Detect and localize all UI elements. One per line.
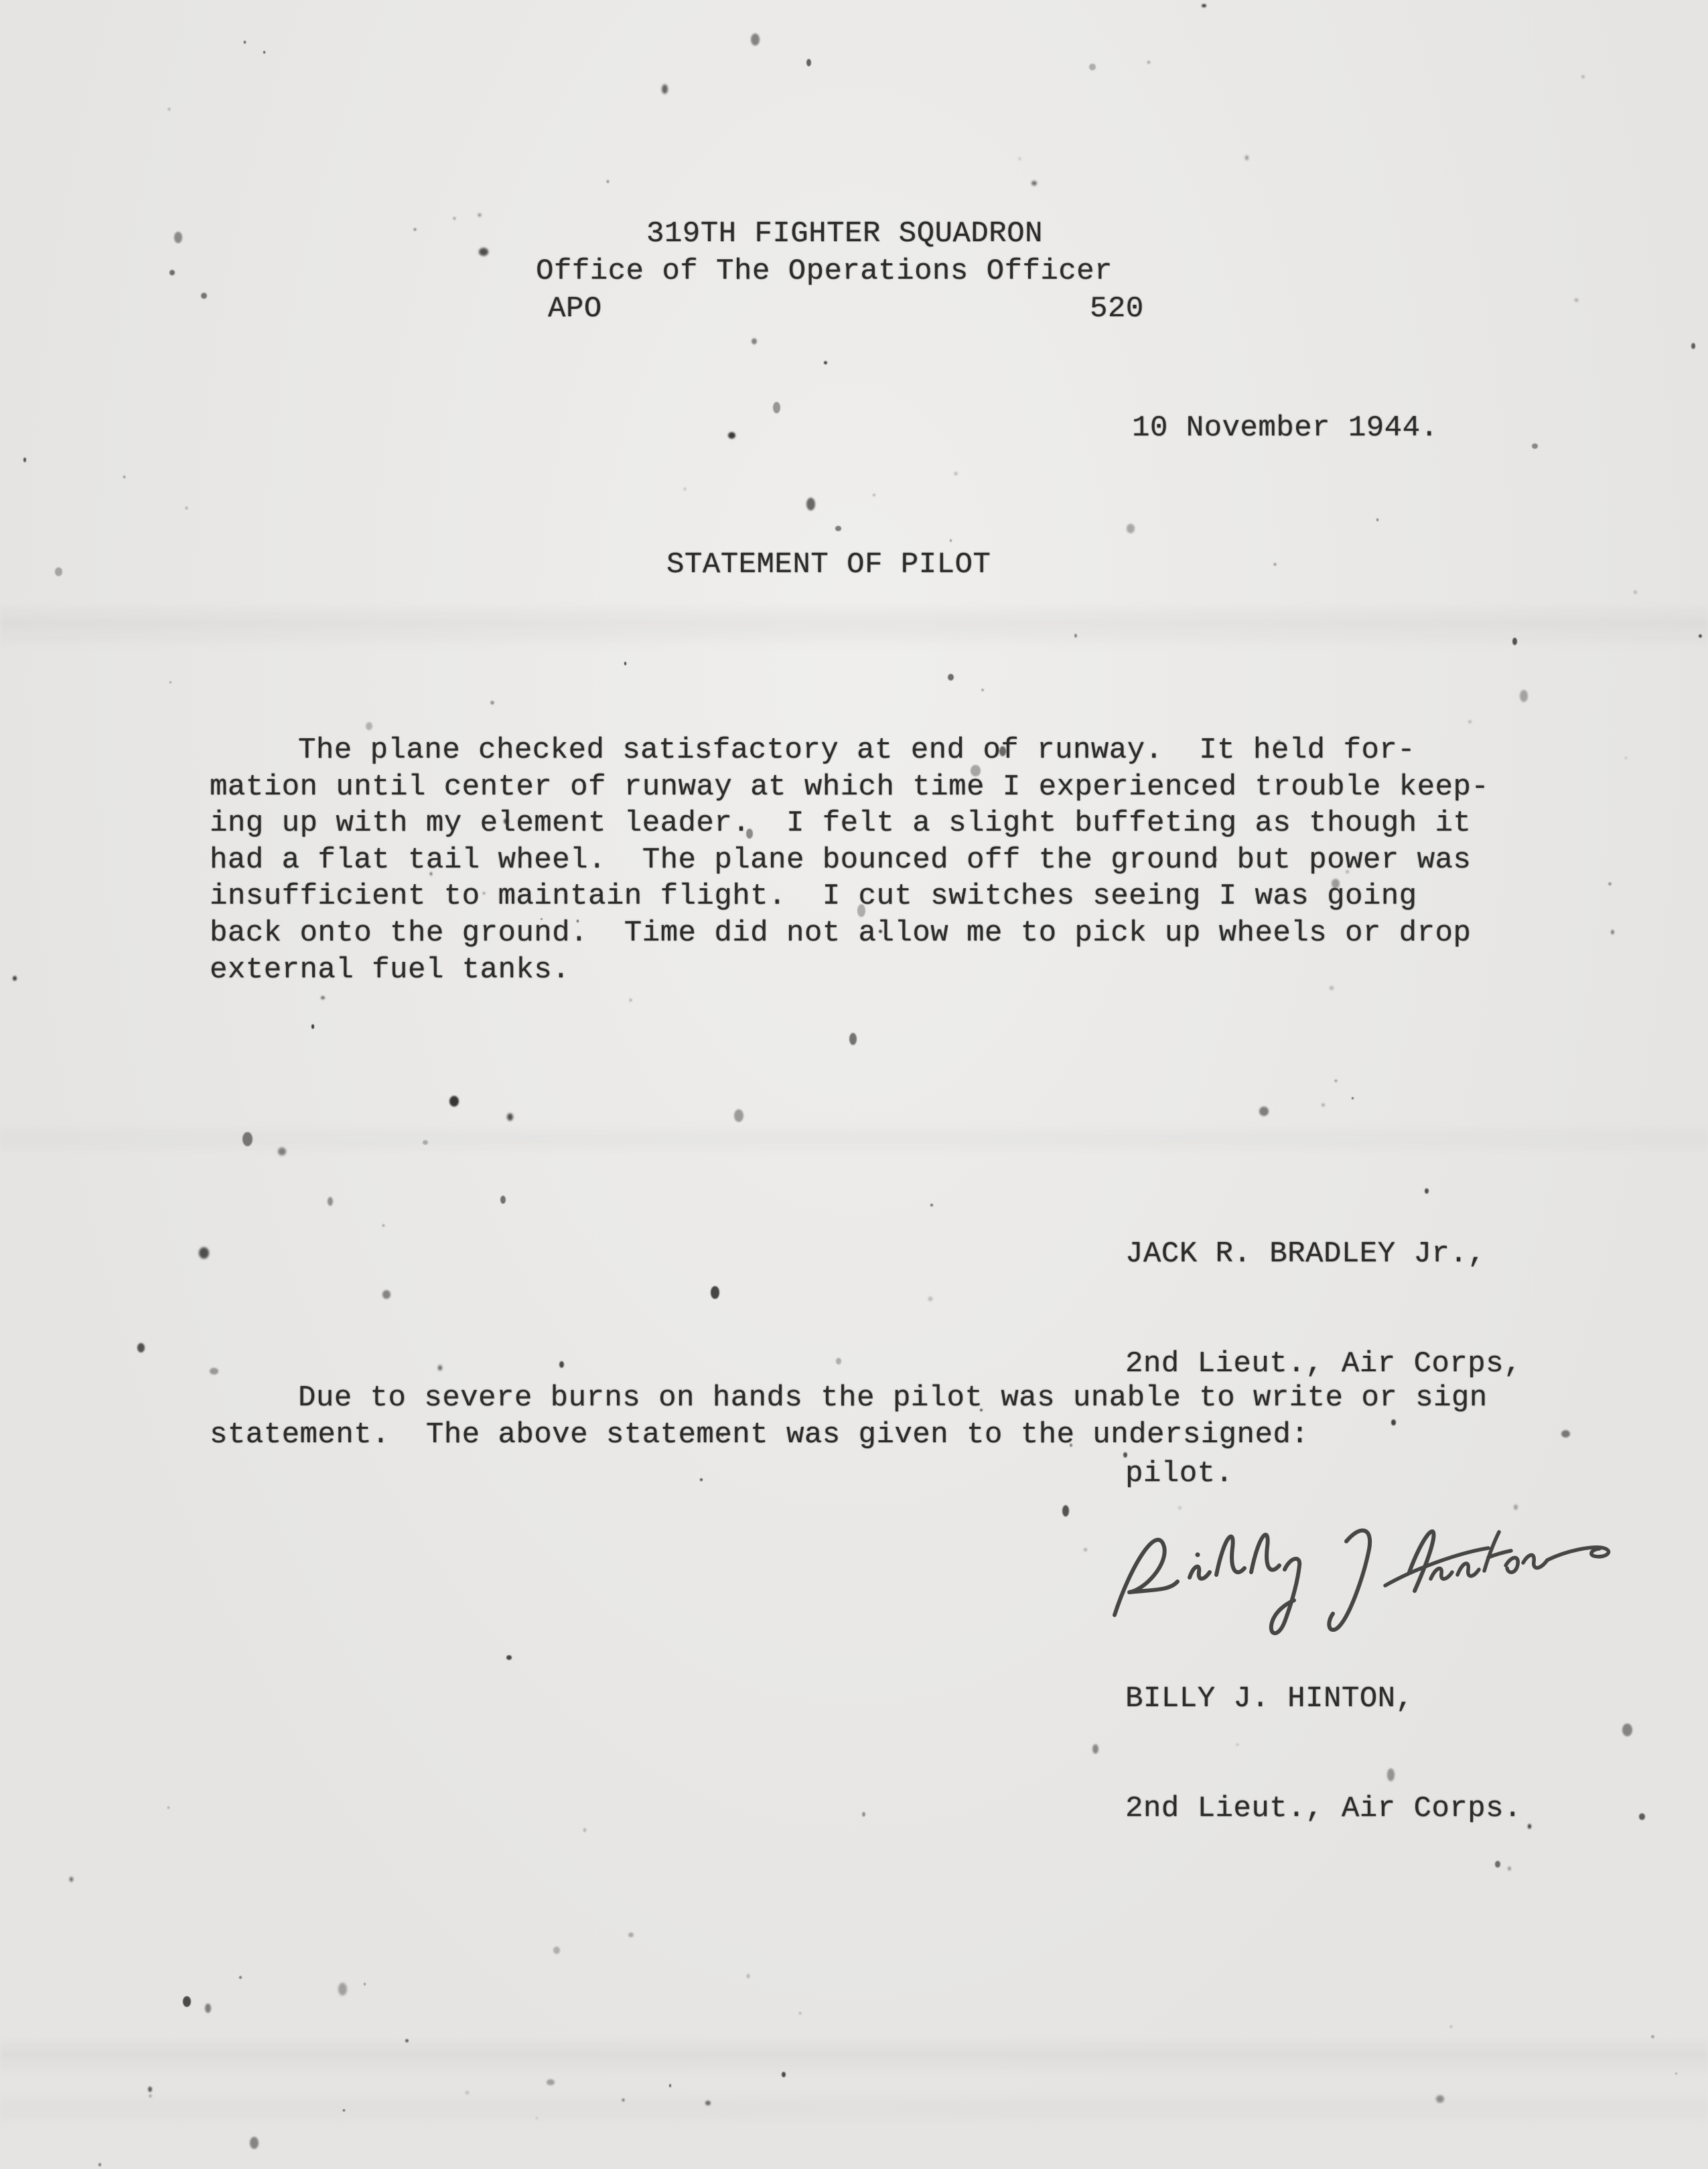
letterhead-unit: 319TH FIGHTER SQUADRON [646,217,1043,251]
speckle [168,108,170,111]
speckle [278,1147,286,1156]
speckle [13,976,17,981]
speckle [734,1109,743,1122]
speckle [479,248,488,256]
speckle [364,1983,366,1985]
speckle [343,2109,345,2111]
speckle [981,689,984,691]
witness-name: BILLY J. HINTON, [1125,1682,1414,1716]
speckle [824,361,827,364]
speckle [930,1204,933,1206]
speckle [423,1140,428,1145]
scan-artifact-band [0,2036,1708,2077]
speckle [321,996,325,999]
speckle [950,539,952,542]
speckle [366,722,372,730]
speckle [1575,299,1578,301]
speckle [700,1478,703,1481]
speckle [1608,882,1612,886]
speckle [954,472,957,475]
speckle [862,1812,865,1817]
speckle [148,2087,152,2092]
speckle [799,2012,801,2014]
pilot-rank: 2nd Lieut., Air Corps, [1125,1346,1522,1381]
speckle [1352,1097,1354,1099]
speckle [23,458,26,462]
statement-line: insufficient to maintain flight. I cut switches seeing I was going [210,880,1417,914]
speckle [449,1096,459,1107]
speckle [199,1247,209,1259]
speckle [500,1196,506,1204]
speckle [250,2137,259,2149]
speckle [1520,690,1528,702]
speckle [414,228,416,230]
speckle [782,2072,786,2077]
speckle [239,1976,242,1979]
speckle [1561,1430,1570,1438]
speckle [55,567,62,576]
speckle [583,1828,586,1832]
speckle [466,2091,469,2094]
speckle [70,1877,73,1882]
speckle [1089,64,1096,70]
statement-line: mation until center of runway at which time I experienced trouble keep- [210,770,1490,804]
speckle [1625,757,1627,759]
witness-signature-block [1125,1608,1522,1900]
speckle [169,681,171,683]
scan-artifact-band [0,1122,1708,1156]
speckle [1611,930,1614,934]
speckle [1074,634,1077,638]
speckle [169,270,175,275]
speckle [311,1024,314,1029]
letterhead-apo-number: 520 [1090,292,1144,326]
speckle [1699,634,1702,638]
speckle [1622,1724,1632,1736]
speckle [263,51,265,54]
speckle [669,2084,671,2087]
speckle [751,33,760,46]
speckle [622,2099,624,2101]
speckle [1469,721,1471,723]
speckle [684,488,686,490]
speckle [1202,4,1206,7]
letterhead-apo-label: APO [548,292,602,326]
document-title: STATEMENT OF PILOT [666,548,991,581]
letterhead-office: Office of The Operations Officer [536,255,1113,288]
speckle [167,1807,169,1809]
speckle [1691,343,1695,349]
speckle [1031,181,1037,186]
speckle [547,2079,555,2085]
speckle [835,526,841,531]
speckle [1450,2026,1452,2028]
speckle [478,214,481,216]
speckle [453,217,455,220]
speckle [1512,638,1517,645]
speckle [183,1996,191,2007]
speckle [242,1132,253,1146]
pilot-name: JACK R. BRADLEY Jr., [1125,1237,1486,1271]
speckle [628,1933,634,1937]
witness-note-line: statement. The above statement was given to the undersigned: [210,1417,1309,1452]
speckle [382,1225,384,1227]
speckle [438,1365,442,1371]
speckle [1639,1813,1645,1820]
speckle [507,1113,513,1121]
speckle [630,999,632,1001]
speckle [607,180,609,183]
speckle [1532,443,1538,449]
speckle [210,1368,218,1375]
speckle [536,2117,538,2119]
document-date: 10 November 1944. [1132,411,1439,445]
speckle [1675,2073,1677,2075]
speckle [137,1343,145,1352]
speckle [1376,518,1378,521]
speckle [205,2004,211,2013]
speckle [773,402,780,413]
speckle [849,1033,857,1045]
statement-line: external fuel tanks. [210,953,571,987]
speckle [1322,1104,1324,1106]
speckle [506,1655,512,1660]
speckle [1528,1824,1531,1829]
speckle [338,1983,347,1996]
speckle [98,2163,101,2166]
speckle [1084,1549,1086,1551]
speckle [123,476,125,478]
speckle [948,674,954,681]
speckle [1436,2095,1444,2103]
speckle [928,1297,932,1301]
speckle [490,701,494,705]
speckle [201,293,207,299]
speckle [559,1361,564,1368]
pilot-role: pilot. [1125,1456,1234,1490]
speckle [1259,1107,1269,1116]
speckle [1019,157,1021,160]
speckle [553,1947,560,1954]
witness-note-line: Due to severe burns on hands the pilot was unable to write or sign [298,1381,1488,1415]
speckle [1651,2035,1654,2038]
speckle [1582,76,1584,78]
speckle [1092,1744,1098,1754]
speckle [1147,61,1150,64]
speckle [752,338,757,344]
speckle [382,1290,390,1299]
scan-artifact-band [0,2090,1708,2127]
witness-rank: 2nd Lieut., Air Corps. [1125,1791,1522,1825]
witness-note-paragraph [210,1380,1522,1453]
speckle [1127,524,1135,533]
speckle [405,2039,409,2042]
speckle [1274,563,1276,565]
speckle [174,232,182,243]
speckle [806,498,815,510]
statement-line: ing up with my element leader. I felt a slight buffeting as though it [210,807,1472,841]
speckle [1634,591,1636,593]
speckle [747,1974,750,1978]
speckle [873,494,875,496]
statement-line: had a flat tail wheel. The plane bounced off the ground but power was [210,843,1472,877]
speckle [328,1197,333,1206]
speckle [244,41,246,44]
speckle [711,1286,719,1299]
speckle [1062,1505,1069,1517]
statement-line: The plane checked satisfactory at end of runway. It held for- [298,733,1416,767]
speckle [836,1358,841,1365]
speckle [186,507,188,509]
scan-artifact-band [0,602,1708,650]
speckle [806,59,811,66]
speckle [1335,1080,1337,1082]
speckle [149,2095,151,2097]
speckle [728,432,735,439]
speckle [624,662,626,665]
speckle [705,2101,711,2105]
statement-line: back onto the ground. Time did not allow me to pick up wheels or drop [210,916,1472,950]
statement-paragraph [210,732,1522,988]
speckle [1245,155,1249,160]
speckle [662,84,668,94]
